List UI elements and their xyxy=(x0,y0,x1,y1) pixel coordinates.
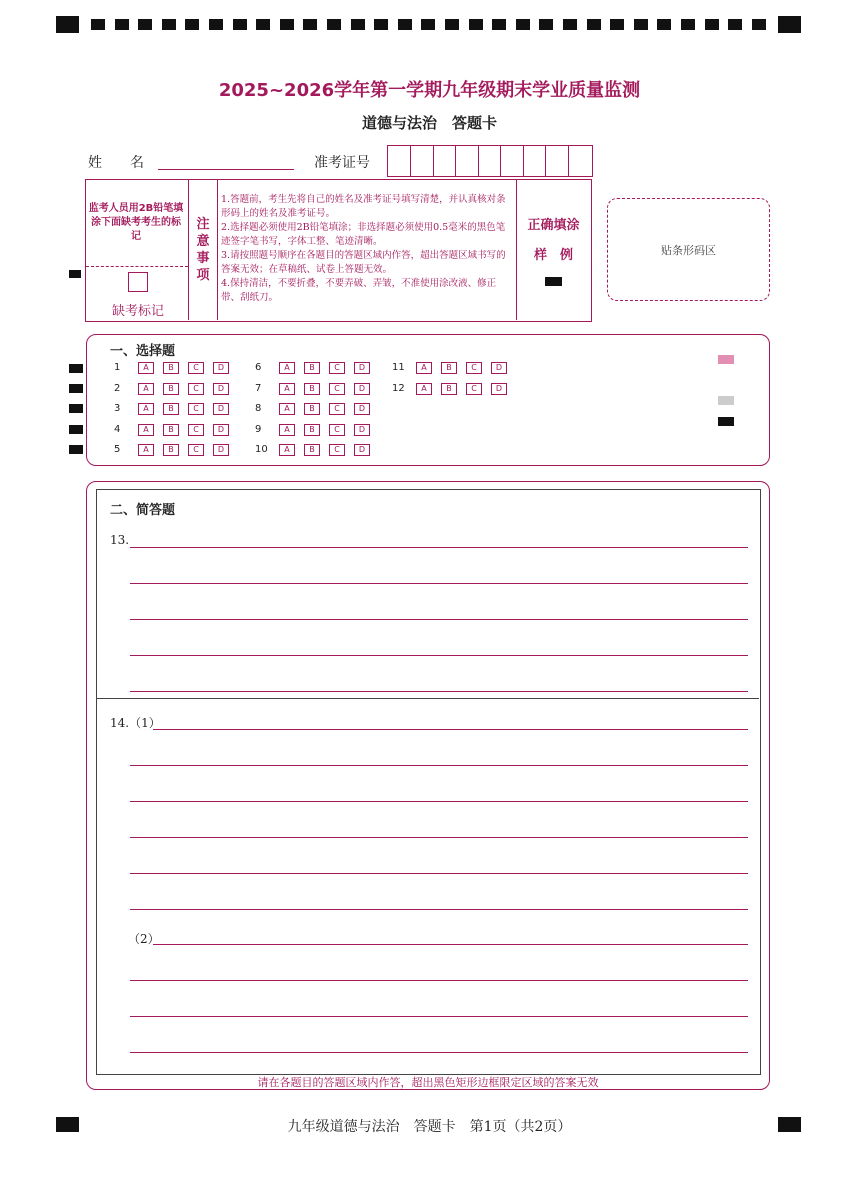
option-bubble-d[interactable]: D xyxy=(213,403,229,415)
timing-mark xyxy=(681,19,695,30)
question-number: 2 xyxy=(114,382,121,394)
question-number: 7 xyxy=(255,382,262,394)
choice-question xyxy=(392,383,516,397)
question-number: 6 xyxy=(255,362,262,373)
question-number: 5 xyxy=(114,444,121,455)
answer-area-warning: 请在各题目的答题区域内作答，超出黑色矩形边框限定区域的答案无效 xyxy=(257,1076,599,1089)
option-bubble-d[interactable]: D xyxy=(354,403,370,415)
option-bubble-c[interactable]: C xyxy=(188,403,204,415)
timing-mark xyxy=(91,19,105,30)
question-number: 10 xyxy=(255,444,268,455)
option-bubble-b[interactable]: B xyxy=(304,403,320,415)
choice-question xyxy=(114,383,238,397)
name-label: 姓 名 xyxy=(88,155,144,171)
notice-item: 2.选择题必须使用2B铅笔填涂；非选择题必须使用0.5毫米的黑色笔迹签字笔书写，字体工整、笔迹清晰。 xyxy=(221,222,506,247)
option-bubble-c[interactable]: C xyxy=(329,444,345,456)
exam-id-label: 准考证号 xyxy=(314,155,370,171)
option-bubble-a[interactable]: A xyxy=(279,444,295,456)
option-bubble-d[interactable]: D xyxy=(354,383,370,395)
answer-line[interactable] xyxy=(130,909,748,910)
notice-item: 1.答题前，考生先将自己的姓名及准考证号填写清楚，并认真核对条形码上的姓名及准考证号。 xyxy=(221,194,506,219)
timing-mark xyxy=(115,19,129,30)
question-number: 11 xyxy=(392,362,405,373)
timing-mark xyxy=(516,19,530,30)
timing-mark xyxy=(209,19,223,30)
option-bubble-d[interactable]: D xyxy=(213,362,229,374)
question-number: 8 xyxy=(255,403,262,414)
option-bubble-a[interactable]: A xyxy=(416,362,432,374)
option-bubble-a[interactable]: A xyxy=(138,444,154,456)
timing-mark xyxy=(69,425,83,434)
choice-question xyxy=(114,424,238,438)
page-subtitle: 道德与法治 答题卡 xyxy=(361,114,497,132)
choice-question xyxy=(255,444,379,458)
notice-title: 注意事项 xyxy=(196,217,210,283)
option-bubble-d[interactable]: D xyxy=(213,424,229,436)
option-bubble-a[interactable]: A xyxy=(138,424,154,436)
option-bubble-a[interactable]: A xyxy=(138,362,154,374)
option-bubble-a[interactable]: A xyxy=(279,362,295,374)
timing-mark xyxy=(303,19,317,30)
answer-line[interactable] xyxy=(130,547,748,548)
option-bubble-d[interactable]: D xyxy=(491,383,507,395)
option-bubble-d[interactable]: D xyxy=(491,362,507,374)
timing-mark xyxy=(705,19,719,30)
fill-example-title: 正确填涂 xyxy=(527,218,580,233)
page-footer: 九年级道德与法治 答题卡 第1页（共2页） xyxy=(287,1119,572,1135)
answer-line[interactable] xyxy=(153,729,748,730)
timing-mark xyxy=(657,19,671,30)
absent-mark-label: 缺考标记 xyxy=(111,304,164,319)
timing-mark xyxy=(69,445,83,454)
choice-question xyxy=(255,362,379,376)
question-14-1-label: 14.（1） xyxy=(110,716,161,730)
answer-line[interactable] xyxy=(130,980,748,981)
option-bubble-a[interactable]: A xyxy=(279,424,295,436)
option-bubble-c[interactable]: C xyxy=(466,362,482,374)
option-bubble-b[interactable]: B xyxy=(163,362,179,374)
option-bubble-b[interactable]: B xyxy=(163,383,179,395)
option-bubble-b[interactable]: B xyxy=(304,383,320,395)
exam-id-boxes[interactable] xyxy=(387,145,593,177)
fill-example-label: 样 例 xyxy=(533,248,573,263)
name-field[interactable] xyxy=(158,169,294,170)
timing-mark xyxy=(492,19,506,30)
option-bubble-b[interactable]: B xyxy=(163,403,179,415)
timing-mark xyxy=(374,19,388,30)
option-bubble-c[interactable]: C xyxy=(466,383,482,395)
option-bubble-b[interactable]: B xyxy=(163,444,179,456)
option-bubble-d[interactable]: D xyxy=(354,424,370,436)
option-bubble-b[interactable]: B xyxy=(304,424,320,436)
choice-question xyxy=(255,383,379,397)
answer-line[interactable] xyxy=(130,837,748,838)
timing-mark xyxy=(69,270,81,278)
option-bubble-b[interactable]: B xyxy=(441,383,457,395)
question-number: 9 xyxy=(255,423,262,435)
option-bubble-b[interactable]: B xyxy=(163,424,179,436)
timing-mark xyxy=(587,19,601,30)
timing-mark xyxy=(398,19,412,30)
notice-item: 3.请按照题号顺序在各题目的答题区域内作答，超出答题区域书写的答案无效；在草稿纸、试卷上答题无效。 xyxy=(221,250,506,275)
timing-mark xyxy=(162,19,176,30)
option-bubble-c[interactable]: C xyxy=(329,383,345,395)
option-bubble-b[interactable]: B xyxy=(304,362,320,374)
timing-mark xyxy=(752,19,766,30)
answer-line[interactable] xyxy=(153,944,748,945)
answer-line[interactable] xyxy=(130,1016,748,1017)
choice-question xyxy=(255,424,379,438)
option-bubble-b[interactable]: B xyxy=(441,362,457,374)
question-14-2-label: （2） xyxy=(128,932,160,946)
option-bubble-a[interactable]: A xyxy=(279,403,295,415)
question-number: 12 xyxy=(392,382,405,394)
timing-mark xyxy=(56,16,79,33)
timing-mark xyxy=(728,19,742,30)
option-bubble-c[interactable]: C xyxy=(188,444,204,456)
timing-mark xyxy=(233,19,247,30)
page-title: 2025~2026学年第一学期九年级期末学业质量监测 xyxy=(218,80,641,101)
timing-mark xyxy=(351,19,365,30)
timing-mark xyxy=(469,19,483,30)
timing-mark xyxy=(69,384,83,393)
proctor-instruction: 监考人员用2B铅笔填涂下面缺考考生的标记 xyxy=(88,203,184,242)
pink-marker xyxy=(718,355,734,364)
question-number: 3 xyxy=(114,403,121,414)
gray-marker xyxy=(718,396,734,405)
answer-line[interactable] xyxy=(130,583,748,584)
choice-question xyxy=(255,403,379,417)
timing-mark xyxy=(634,19,648,30)
option-bubble-c[interactable]: C xyxy=(188,383,204,395)
choice-question xyxy=(114,444,238,458)
timing-mark xyxy=(421,19,435,30)
answer-line[interactable] xyxy=(130,873,748,874)
option-bubble-c[interactable]: C xyxy=(329,424,345,436)
option-bubble-d[interactable]: D xyxy=(213,444,229,456)
timing-mark xyxy=(280,19,294,30)
option-bubble-a[interactable]: A xyxy=(138,383,154,395)
option-bubble-a[interactable]: A xyxy=(416,383,432,395)
option-bubble-a[interactable]: A xyxy=(138,403,154,415)
option-bubble-d[interactable]: D xyxy=(354,362,370,374)
option-bubble-c[interactable]: C xyxy=(329,403,345,415)
option-bubble-d[interactable]: D xyxy=(354,444,370,456)
timing-mark xyxy=(445,19,459,30)
option-bubble-c[interactable]: C xyxy=(188,362,204,374)
option-bubble-d[interactable]: D xyxy=(213,383,229,395)
barcode-label: 贴条形码区 xyxy=(661,244,716,257)
question-number: 4 xyxy=(114,423,121,435)
choice-question xyxy=(392,362,516,376)
timing-mark xyxy=(718,417,734,426)
answer-line[interactable] xyxy=(130,1052,748,1053)
choice-section-title: 一、选择题 xyxy=(110,344,176,359)
answer-line[interactable] xyxy=(130,691,748,692)
timing-mark xyxy=(185,19,199,30)
notice-list xyxy=(221,193,513,305)
timing-mark xyxy=(69,364,83,373)
timing-mark xyxy=(563,19,577,30)
answer-line[interactable] xyxy=(130,801,748,802)
option-bubble-c[interactable]: C xyxy=(188,424,204,436)
question-divider xyxy=(97,698,759,699)
answer-line[interactable] xyxy=(130,619,748,620)
timing-mark xyxy=(539,19,553,30)
question-number: 1 xyxy=(114,362,121,373)
timing-mark xyxy=(138,19,152,30)
option-bubble-b[interactable]: B xyxy=(304,444,320,456)
timing-mark xyxy=(610,19,624,30)
option-bubble-a[interactable]: A xyxy=(279,383,295,395)
choice-question xyxy=(114,362,238,376)
absent-checkbox[interactable] xyxy=(128,272,148,292)
question-13-label: 13. xyxy=(110,533,130,547)
option-bubble-c[interactable]: C xyxy=(329,362,345,374)
notice-item: 4.保持清洁，不要折叠，不要弄破、弄皱，不准使用涂改液、修正带、刮纸刀。 xyxy=(221,278,497,303)
timing-mark xyxy=(778,16,801,33)
short-answer-title: 二、简答题 xyxy=(110,503,176,518)
timing-mark xyxy=(69,404,83,413)
choice-question xyxy=(114,403,238,417)
fill-example-mark xyxy=(545,277,562,286)
timing-mark xyxy=(327,19,341,30)
short-answer-frame xyxy=(96,489,761,1075)
timing-mark xyxy=(256,19,270,30)
answer-line[interactable] xyxy=(130,655,748,656)
answer-line[interactable] xyxy=(130,765,748,766)
